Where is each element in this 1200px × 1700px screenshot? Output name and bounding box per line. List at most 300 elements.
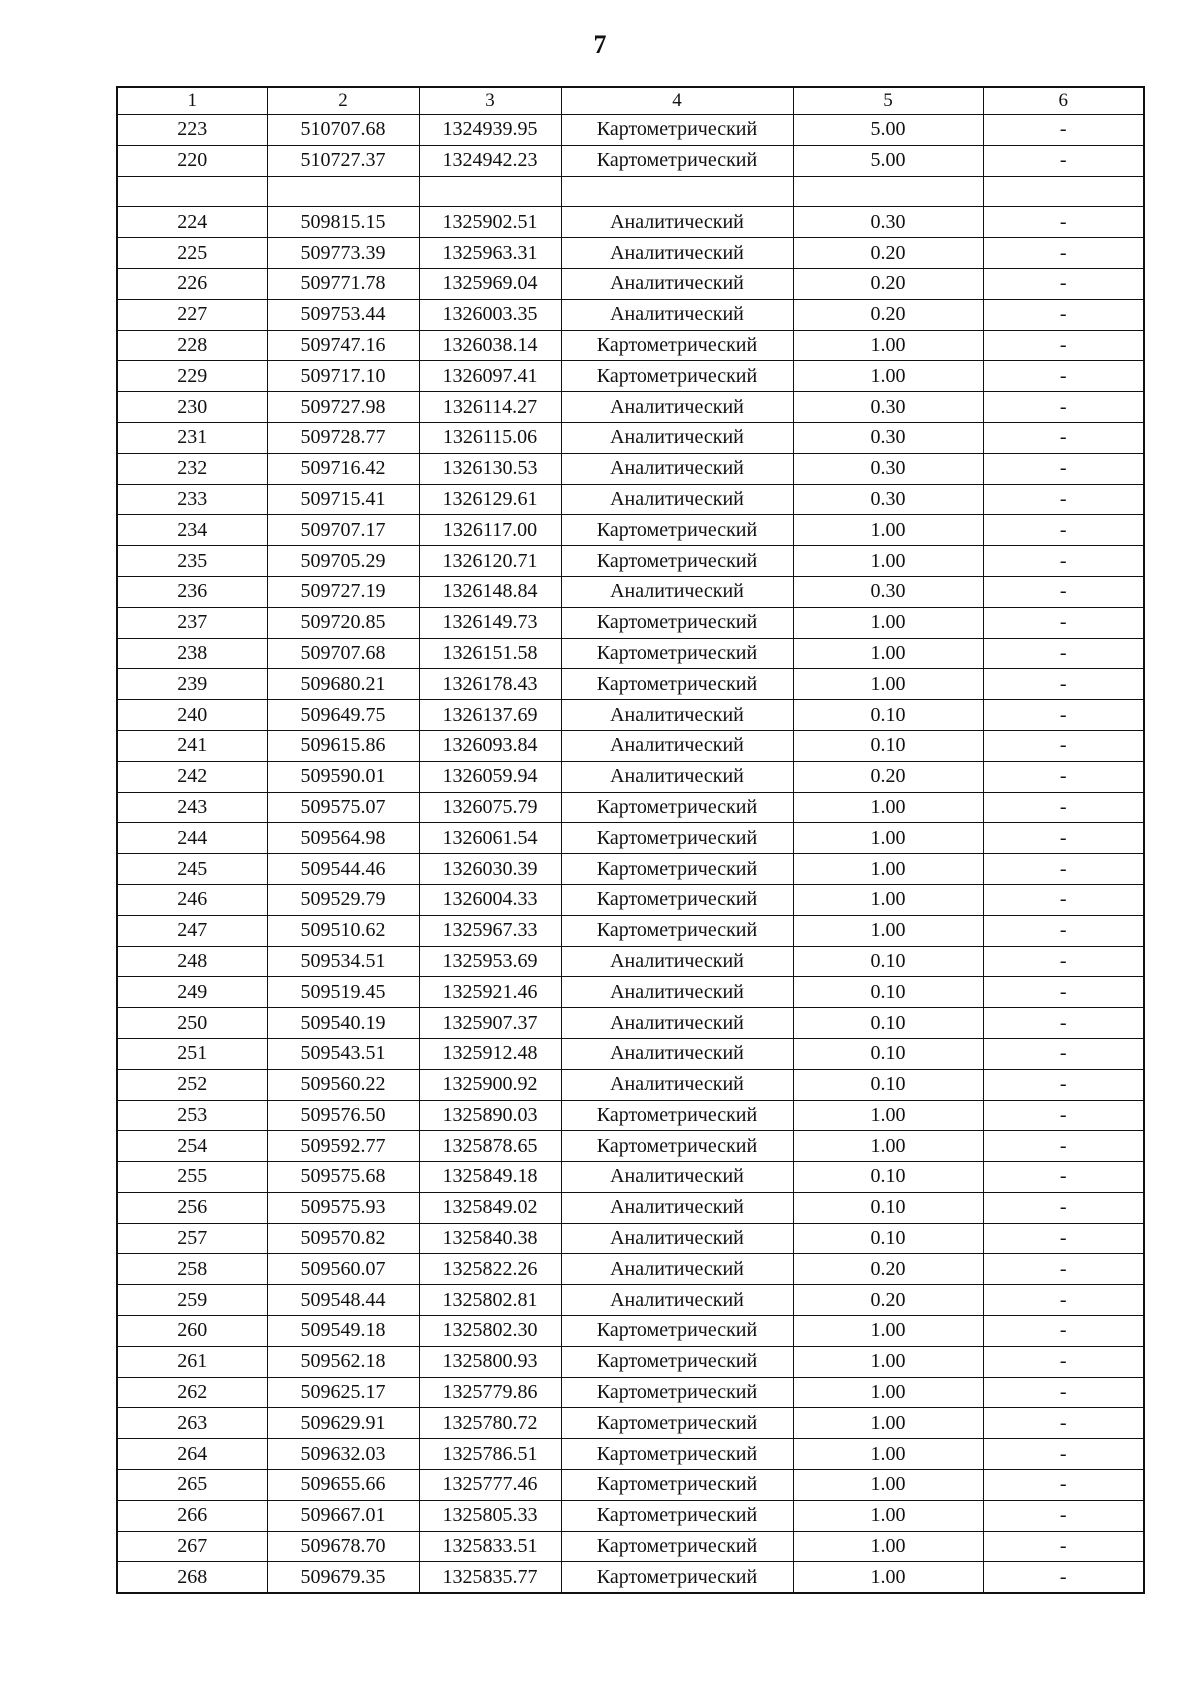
method-cell: Аналитический (561, 207, 793, 238)
y-coordinate-cell: 1325878.65 (419, 1131, 561, 1162)
y-coordinate-cell: 1325780.72 (419, 1408, 561, 1439)
accuracy-cell: 1.00 (793, 607, 983, 638)
note-cell: - (983, 330, 1144, 361)
note-cell: - (983, 299, 1144, 330)
accuracy-cell: 0.10 (793, 1162, 983, 1193)
note-cell: - (983, 207, 1144, 238)
method-cell: Картометрический (561, 1439, 793, 1470)
y-coordinate-cell: 1325890.03 (419, 1100, 561, 1131)
table-row (117, 638, 1144, 669)
table-row (117, 730, 1144, 761)
note-cell: - (983, 1192, 1144, 1223)
point-number-cell: 247 (117, 915, 267, 946)
table-row (117, 453, 1144, 484)
method-cell: Картометрический (561, 854, 793, 885)
y-coordinate-cell: 1325822.26 (419, 1254, 561, 1285)
table-row (117, 1285, 1144, 1316)
point-number-cell: 258 (117, 1254, 267, 1285)
y-coordinate-cell: 1325849.02 (419, 1192, 561, 1223)
point-number-cell: 250 (117, 1008, 267, 1039)
x-coordinate-cell: 509575.07 (267, 792, 419, 823)
point-number-cell: 234 (117, 515, 267, 546)
y-coordinate-cell: 1325786.51 (419, 1439, 561, 1470)
point-number-cell: 232 (117, 453, 267, 484)
column-header: 5 (793, 87, 983, 115)
table-row (117, 145, 1144, 176)
x-coordinate-cell: 509560.22 (267, 1069, 419, 1100)
table-row (117, 361, 1144, 392)
method-cell: Аналитический (561, 576, 793, 607)
table-row (117, 1531, 1144, 1562)
y-coordinate-cell: 1326038.14 (419, 330, 561, 361)
table-row (117, 854, 1144, 885)
method-cell: Аналитический (561, 1192, 793, 1223)
point-number-cell: 229 (117, 361, 267, 392)
table-row (117, 946, 1144, 977)
point-number-cell: 235 (117, 546, 267, 577)
y-coordinate-cell: 1326030.39 (419, 854, 561, 885)
note-cell: - (983, 1470, 1144, 1501)
method-cell: Аналитический (561, 1223, 793, 1254)
table-row (117, 268, 1144, 299)
note-cell: - (983, 484, 1144, 515)
x-coordinate-cell: 510707.68 (267, 115, 419, 146)
y-coordinate-cell: 1325802.30 (419, 1316, 561, 1347)
x-coordinate-cell: 509629.91 (267, 1408, 419, 1439)
note-cell: - (983, 1408, 1144, 1439)
y-coordinate-cell: 1325849.18 (419, 1162, 561, 1193)
table-row (117, 977, 1144, 1008)
note-cell: - (983, 761, 1144, 792)
y-coordinate-cell (419, 176, 561, 207)
table-row (117, 1100, 1144, 1131)
note-cell: - (983, 730, 1144, 761)
note-cell: - (983, 1562, 1144, 1593)
x-coordinate-cell: 509590.01 (267, 761, 419, 792)
point-number-cell: 227 (117, 299, 267, 330)
accuracy-cell: 1.00 (793, 546, 983, 577)
point-number-cell: 236 (117, 576, 267, 607)
method-cell: Картометрический (561, 792, 793, 823)
method-cell: Аналитический (561, 700, 793, 731)
accuracy-cell: 0.10 (793, 1038, 983, 1069)
point-number-cell: 238 (117, 638, 267, 669)
y-coordinate-cell: 1326178.43 (419, 669, 561, 700)
y-coordinate-cell: 1325800.93 (419, 1346, 561, 1377)
y-coordinate-cell: 1325777.46 (419, 1470, 561, 1501)
method-cell: Аналитический (561, 453, 793, 484)
y-coordinate-cell: 1326148.84 (419, 576, 561, 607)
point-number-cell: 246 (117, 884, 267, 915)
table-row (117, 484, 1144, 515)
table-row (117, 1346, 1144, 1377)
x-coordinate-cell: 509625.17 (267, 1377, 419, 1408)
table-row (117, 1439, 1144, 1470)
point-number-cell: 249 (117, 977, 267, 1008)
table-row (117, 546, 1144, 577)
accuracy-cell: 1.00 (793, 1346, 983, 1377)
note-cell (983, 176, 1144, 207)
method-cell: Аналитический (561, 268, 793, 299)
accuracy-cell: 1.00 (793, 361, 983, 392)
table-header-row (117, 87, 1144, 115)
point-number-cell: 233 (117, 484, 267, 515)
accuracy-cell: 0.30 (793, 207, 983, 238)
method-cell: Картометрический (561, 638, 793, 669)
y-coordinate-cell: 1325963.31 (419, 238, 561, 269)
accuracy-cell: 5.00 (793, 115, 983, 146)
point-number-cell: 252 (117, 1069, 267, 1100)
point-number-cell: 262 (117, 1377, 267, 1408)
table-row (117, 576, 1144, 607)
note-cell: - (983, 1316, 1144, 1347)
accuracy-cell: 0.10 (793, 1008, 983, 1039)
note-cell: - (983, 1439, 1144, 1470)
note-cell: - (983, 361, 1144, 392)
method-cell: Аналитический (561, 761, 793, 792)
table-row (117, 392, 1144, 423)
note-cell: - (983, 1223, 1144, 1254)
x-coordinate-cell: 510727.37 (267, 145, 419, 176)
method-cell: Аналитический (561, 1038, 793, 1069)
note-cell: - (983, 1377, 1144, 1408)
method-cell: Картометрический (561, 823, 793, 854)
point-number-cell: 253 (117, 1100, 267, 1131)
accuracy-cell: 0.20 (793, 238, 983, 269)
x-coordinate-cell: 509720.85 (267, 607, 419, 638)
accuracy-cell: 1.00 (793, 884, 983, 915)
accuracy-cell: 0.10 (793, 1069, 983, 1100)
method-cell: Картометрический (561, 669, 793, 700)
y-coordinate-cell: 1326004.33 (419, 884, 561, 915)
x-coordinate-cell: 509632.03 (267, 1439, 419, 1470)
accuracy-cell: 1.00 (793, 1562, 983, 1593)
accuracy-cell: 1.00 (793, 1439, 983, 1470)
y-coordinate-cell: 1326075.79 (419, 792, 561, 823)
note-cell: - (983, 515, 1144, 546)
y-coordinate-cell: 1326059.94 (419, 761, 561, 792)
point-number-cell: 254 (117, 1131, 267, 1162)
note-cell: - (983, 1254, 1144, 1285)
x-coordinate-cell: 509707.68 (267, 638, 419, 669)
x-coordinate-cell: 509549.18 (267, 1316, 419, 1347)
x-coordinate-cell: 509543.51 (267, 1038, 419, 1069)
x-coordinate-cell: 509562.18 (267, 1346, 419, 1377)
point-number-cell: 256 (117, 1192, 267, 1223)
accuracy-cell: 0.10 (793, 946, 983, 977)
coordinates-table (116, 86, 1145, 1594)
accuracy-cell: 0.30 (793, 453, 983, 484)
table-row (117, 330, 1144, 361)
accuracy-cell: 1.00 (793, 792, 983, 823)
table-row (117, 823, 1144, 854)
accuracy-cell: 1.00 (793, 1470, 983, 1501)
y-coordinate-cell: 1325779.86 (419, 1377, 561, 1408)
method-cell: Картометрический (561, 1346, 793, 1377)
x-coordinate-cell: 509727.19 (267, 576, 419, 607)
y-coordinate-cell: 1325912.48 (419, 1038, 561, 1069)
note-cell: - (983, 546, 1144, 577)
table-row (117, 1408, 1144, 1439)
table-row (117, 299, 1144, 330)
point-number-cell: 266 (117, 1500, 267, 1531)
y-coordinate-cell: 1326114.27 (419, 392, 561, 423)
accuracy-cell: 0.10 (793, 730, 983, 761)
y-coordinate-cell: 1326120.71 (419, 546, 561, 577)
note-cell: - (983, 1285, 1144, 1316)
y-coordinate-cell: 1326129.61 (419, 484, 561, 515)
point-number-cell: 242 (117, 761, 267, 792)
point-number-cell: 230 (117, 392, 267, 423)
point-number-cell: 244 (117, 823, 267, 854)
table-row (117, 1470, 1144, 1501)
accuracy-cell: 1.00 (793, 1131, 983, 1162)
table-row (117, 607, 1144, 638)
x-coordinate-cell: 509615.86 (267, 730, 419, 761)
point-number-cell: 259 (117, 1285, 267, 1316)
method-cell: Аналитический (561, 1008, 793, 1039)
accuracy-cell: 1.00 (793, 515, 983, 546)
table-row (117, 115, 1144, 146)
accuracy-cell: 1.00 (793, 823, 983, 854)
note-cell: - (983, 1008, 1144, 1039)
table-row (117, 1223, 1144, 1254)
point-number-cell: 220 (117, 145, 267, 176)
accuracy-cell: 0.20 (793, 299, 983, 330)
point-number-cell: 237 (117, 607, 267, 638)
point-number-cell: 263 (117, 1408, 267, 1439)
note-cell: - (983, 268, 1144, 299)
x-coordinate-cell: 509680.21 (267, 669, 419, 700)
y-coordinate-cell: 1326061.54 (419, 823, 561, 854)
x-coordinate-cell: 509705.29 (267, 546, 419, 577)
method-cell: Картометрический (561, 1377, 793, 1408)
method-cell: Картометрический (561, 1531, 793, 1562)
y-coordinate-cell: 1326137.69 (419, 700, 561, 731)
table-row (117, 1069, 1144, 1100)
note-cell: - (983, 238, 1144, 269)
note-cell: - (983, 1069, 1144, 1100)
accuracy-cell: 0.30 (793, 422, 983, 453)
note-cell: - (983, 915, 1144, 946)
note-cell: - (983, 392, 1144, 423)
table-row (117, 1562, 1144, 1593)
note-cell: - (983, 884, 1144, 915)
table-row (117, 792, 1144, 823)
note-cell: - (983, 576, 1144, 607)
point-number-cell: 260 (117, 1316, 267, 1347)
note-cell: - (983, 607, 1144, 638)
x-coordinate-cell: 509707.17 (267, 515, 419, 546)
accuracy-cell: 1.00 (793, 854, 983, 885)
point-number-cell: 225 (117, 238, 267, 269)
note-cell: - (983, 792, 1144, 823)
note-cell: - (983, 638, 1144, 669)
table-row (117, 515, 1144, 546)
point-number-cell: 261 (117, 1346, 267, 1377)
note-cell: - (983, 1131, 1144, 1162)
note-cell: - (983, 1531, 1144, 1562)
table-row (117, 761, 1144, 792)
y-coordinate-cell: 1325953.69 (419, 946, 561, 977)
method-cell (561, 176, 793, 207)
table-row (117, 915, 1144, 946)
method-cell: Картометрический (561, 1131, 793, 1162)
y-coordinate-cell: 1325967.33 (419, 915, 561, 946)
x-coordinate-cell: 509728.77 (267, 422, 419, 453)
point-number-cell: 223 (117, 115, 267, 146)
method-cell: Картометрический (561, 330, 793, 361)
y-coordinate-cell: 1325802.81 (419, 1285, 561, 1316)
point-number-cell: 226 (117, 268, 267, 299)
x-coordinate-cell: 509715.41 (267, 484, 419, 515)
note-cell: - (983, 854, 1144, 885)
accuracy-cell: 1.00 (793, 1100, 983, 1131)
point-number-cell: 264 (117, 1439, 267, 1470)
note-cell: - (983, 1500, 1144, 1531)
y-coordinate-cell: 1326130.53 (419, 453, 561, 484)
x-coordinate-cell: 509560.07 (267, 1254, 419, 1285)
accuracy-cell: 0.20 (793, 268, 983, 299)
method-cell: Аналитический (561, 1162, 793, 1193)
accuracy-cell: 0.20 (793, 761, 983, 792)
x-coordinate-cell: 509519.45 (267, 977, 419, 1008)
accuracy-cell: 1.00 (793, 915, 983, 946)
point-number-cell: 268 (117, 1562, 267, 1593)
note-cell: - (983, 115, 1144, 146)
page-number: 7 (593, 30, 607, 59)
x-coordinate-cell: 509575.93 (267, 1192, 419, 1223)
x-coordinate-cell: 509678.70 (267, 1531, 419, 1562)
y-coordinate-cell: 1326115.06 (419, 422, 561, 453)
x-coordinate-cell: 509534.51 (267, 946, 419, 977)
y-coordinate-cell: 1325840.38 (419, 1223, 561, 1254)
method-cell: Картометрический (561, 1408, 793, 1439)
note-cell: - (983, 1100, 1144, 1131)
accuracy-cell: 0.10 (793, 700, 983, 731)
y-coordinate-cell: 1324939.95 (419, 115, 561, 146)
method-cell: Картометрический (561, 115, 793, 146)
method-cell: Картометрический (561, 546, 793, 577)
accuracy-cell: 0.20 (793, 1285, 983, 1316)
note-cell: - (983, 1346, 1144, 1377)
x-coordinate-cell: 509529.79 (267, 884, 419, 915)
point-number-cell (117, 176, 267, 207)
table-row (117, 1500, 1144, 1531)
accuracy-cell: 1.00 (793, 669, 983, 700)
column-header: 1 (117, 87, 267, 115)
x-coordinate-cell: 509576.50 (267, 1100, 419, 1131)
x-coordinate-cell: 509649.75 (267, 700, 419, 731)
accuracy-cell (793, 176, 983, 207)
point-number-cell: 240 (117, 700, 267, 731)
table-row (117, 238, 1144, 269)
y-coordinate-cell: 1325969.04 (419, 268, 561, 299)
column-header: 2 (267, 87, 419, 115)
method-cell: Аналитический (561, 730, 793, 761)
table-row (117, 1377, 1144, 1408)
point-number-cell: 255 (117, 1162, 267, 1193)
method-cell: Аналитический (561, 422, 793, 453)
table-row (117, 669, 1144, 700)
x-coordinate-cell: 509667.01 (267, 1500, 419, 1531)
note-cell: - (983, 669, 1144, 700)
y-coordinate-cell: 1326097.41 (419, 361, 561, 392)
table-body (117, 87, 1144, 1593)
accuracy-cell: 0.10 (793, 977, 983, 1008)
point-number-cell: 224 (117, 207, 267, 238)
column-header: 3 (419, 87, 561, 115)
method-cell: Картометрический (561, 915, 793, 946)
method-cell: Картометрический (561, 145, 793, 176)
x-coordinate-cell: 509716.42 (267, 453, 419, 484)
y-coordinate-cell: 1325805.33 (419, 1500, 561, 1531)
x-coordinate-cell: 509592.77 (267, 1131, 419, 1162)
table-row (117, 176, 1144, 207)
method-cell: Аналитический (561, 1285, 793, 1316)
accuracy-cell: 0.30 (793, 392, 983, 423)
accuracy-cell: 1.00 (793, 638, 983, 669)
method-cell: Картометрический (561, 607, 793, 638)
y-coordinate-cell: 1326093.84 (419, 730, 561, 761)
method-cell: Картометрический (561, 884, 793, 915)
note-cell: - (983, 145, 1144, 176)
method-cell: Аналитический (561, 1254, 793, 1285)
method-cell: Аналитический (561, 484, 793, 515)
table-row (117, 1162, 1144, 1193)
x-coordinate-cell: 509727.98 (267, 392, 419, 423)
x-coordinate-cell: 509575.68 (267, 1162, 419, 1193)
point-number-cell: 245 (117, 854, 267, 885)
x-coordinate-cell: 509771.78 (267, 268, 419, 299)
y-coordinate-cell: 1326003.35 (419, 299, 561, 330)
point-number-cell: 248 (117, 946, 267, 977)
y-coordinate-cell: 1326117.00 (419, 515, 561, 546)
note-cell: - (983, 946, 1144, 977)
x-coordinate-cell: 509753.44 (267, 299, 419, 330)
method-cell: Картометрический (561, 361, 793, 392)
note-cell: - (983, 977, 1144, 1008)
point-number-cell: 228 (117, 330, 267, 361)
method-cell: Аналитический (561, 299, 793, 330)
note-cell: - (983, 1162, 1144, 1193)
point-number-cell: 267 (117, 1531, 267, 1562)
accuracy-cell: 1.00 (793, 330, 983, 361)
accuracy-cell: 0.30 (793, 484, 983, 515)
method-cell: Аналитический (561, 392, 793, 423)
method-cell: Картометрический (561, 1500, 793, 1531)
note-cell: - (983, 700, 1144, 731)
accuracy-cell: 0.10 (793, 1192, 983, 1223)
x-coordinate-cell: 509679.35 (267, 1562, 419, 1593)
note-cell: - (983, 823, 1144, 854)
method-cell: Картометрический (561, 515, 793, 546)
accuracy-cell: 1.00 (793, 1316, 983, 1347)
accuracy-cell: 1.00 (793, 1531, 983, 1562)
y-coordinate-cell: 1324942.23 (419, 145, 561, 176)
accuracy-cell: 5.00 (793, 145, 983, 176)
accuracy-cell: 1.00 (793, 1500, 983, 1531)
x-coordinate-cell: 509548.44 (267, 1285, 419, 1316)
y-coordinate-cell: 1325902.51 (419, 207, 561, 238)
x-coordinate-cell: 509815.15 (267, 207, 419, 238)
point-number-cell: 243 (117, 792, 267, 823)
method-cell: Картометрический (561, 1470, 793, 1501)
accuracy-cell: 0.20 (793, 1254, 983, 1285)
y-coordinate-cell: 1325907.37 (419, 1008, 561, 1039)
table-row (117, 700, 1144, 731)
table-row (117, 1038, 1144, 1069)
